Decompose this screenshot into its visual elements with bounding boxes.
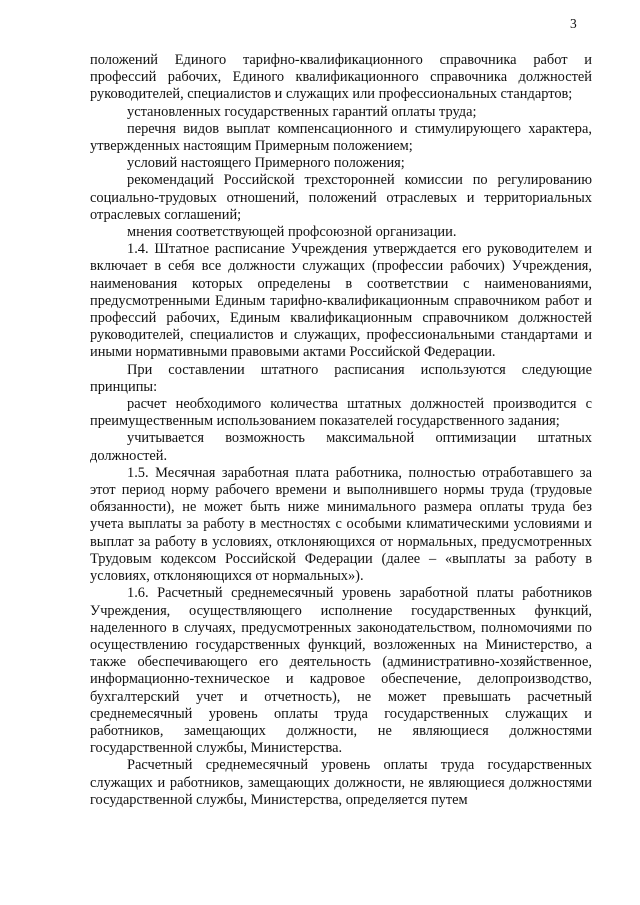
paragraph-8: При составлении штатного расписания используются следующие принципы:: [90, 361, 592, 395]
paragraph-3: перечня видов выплат компенсационного и стимулирующего характера, утвержденных настоящим Примерным положением;: [90, 120, 592, 155]
paragraph-6: мнения соответствующей профсоюзной организации.: [127, 224, 457, 241]
paragraph-11: 1.5. Месячная заработная плата работника, полностью отработавшего за этот период норму рабочего времени и выполнившего нормы труда (трудовые обязанности), не может быть ниже минимального размера оплаты труда без учета выплаты за работу в местностях с особыми климатическими условиями и выплат за работу в условиях, отклоняющихся от нормальных, предусмотренных Трудовым кодексом Российской Федерации (далее – «выплаты за работу в условиях, отклоняющихся от нормальных»).: [90, 464, 592, 585]
paragraph-10: учитывается возможность максимальной оптимизации штатных должностей.: [90, 430, 592, 464]
paragraph-4: условий настоящего Примерного положения;: [127, 155, 405, 172]
paragraph-12: 1.6. Расчетный среднемесячный уровень заработной платы работников Учреждения, осуществляющего исполнение государственных функций, наделенного в случаях, предусмотренных законодательством, полномочиями по осуществлению государственных функций, возложенных на Министерство, а также обеспечивающего его деятельность (административно-хозяйственное, информационно-техническое и кадровое обеспечение, делопроизводство, бухгалтерский учет и отчетность), не может превышать расчетный среднемесячный уровень оплаты труда государственных служащих и работников, замещающих должности, не являющиеся должностями государственной службы, Министерства.: [90, 585, 592, 757]
paragraph-5: рекомендаций Российской трехсторонней комиссии по регулированию социально-трудовых отношений, положений отраслевых и территориальных отраслевых соглашений;: [90, 172, 592, 223]
paragraph-1: положений Единого тарифно-квалификационного справочника работ и профессий рабочих, Единого квалификационного справочника должностей руководителей, специалистов и служащих или профессиональных стандартов;: [90, 52, 592, 103]
paragraph-9: расчет необходимого количества штатных должностей производится с преимущественным использованием показателей государственного задания;: [90, 396, 592, 430]
document-body: [90, 52, 592, 809]
paragraph-2: установленных государственных гарантий оплаты труда;: [127, 103, 477, 120]
paragraph-7: 1.4. Штатное расписание Учреждения утверждается его руководителем и включает в себя все должности служащих (профессии рабочих) Учреждения, наименования которых определены в соответствии с наименованиями, предусмотренными Единым тарифно-квалификационным справочником работ и профессий рабочих, Единым квалификационным справочником должностей руководителей, специалистов и служащих, профессиональными стандартами и иными нормативными правовыми актами Российской Федерации.: [90, 241, 592, 361]
page-number: 3: [570, 16, 577, 31]
paragraph-13: Расчетный среднемесячный уровень оплаты труда государственных служащих и работников, замещающих должности, не являющиеся должностями государственной службы, Министерства, определяется путем: [90, 757, 592, 808]
